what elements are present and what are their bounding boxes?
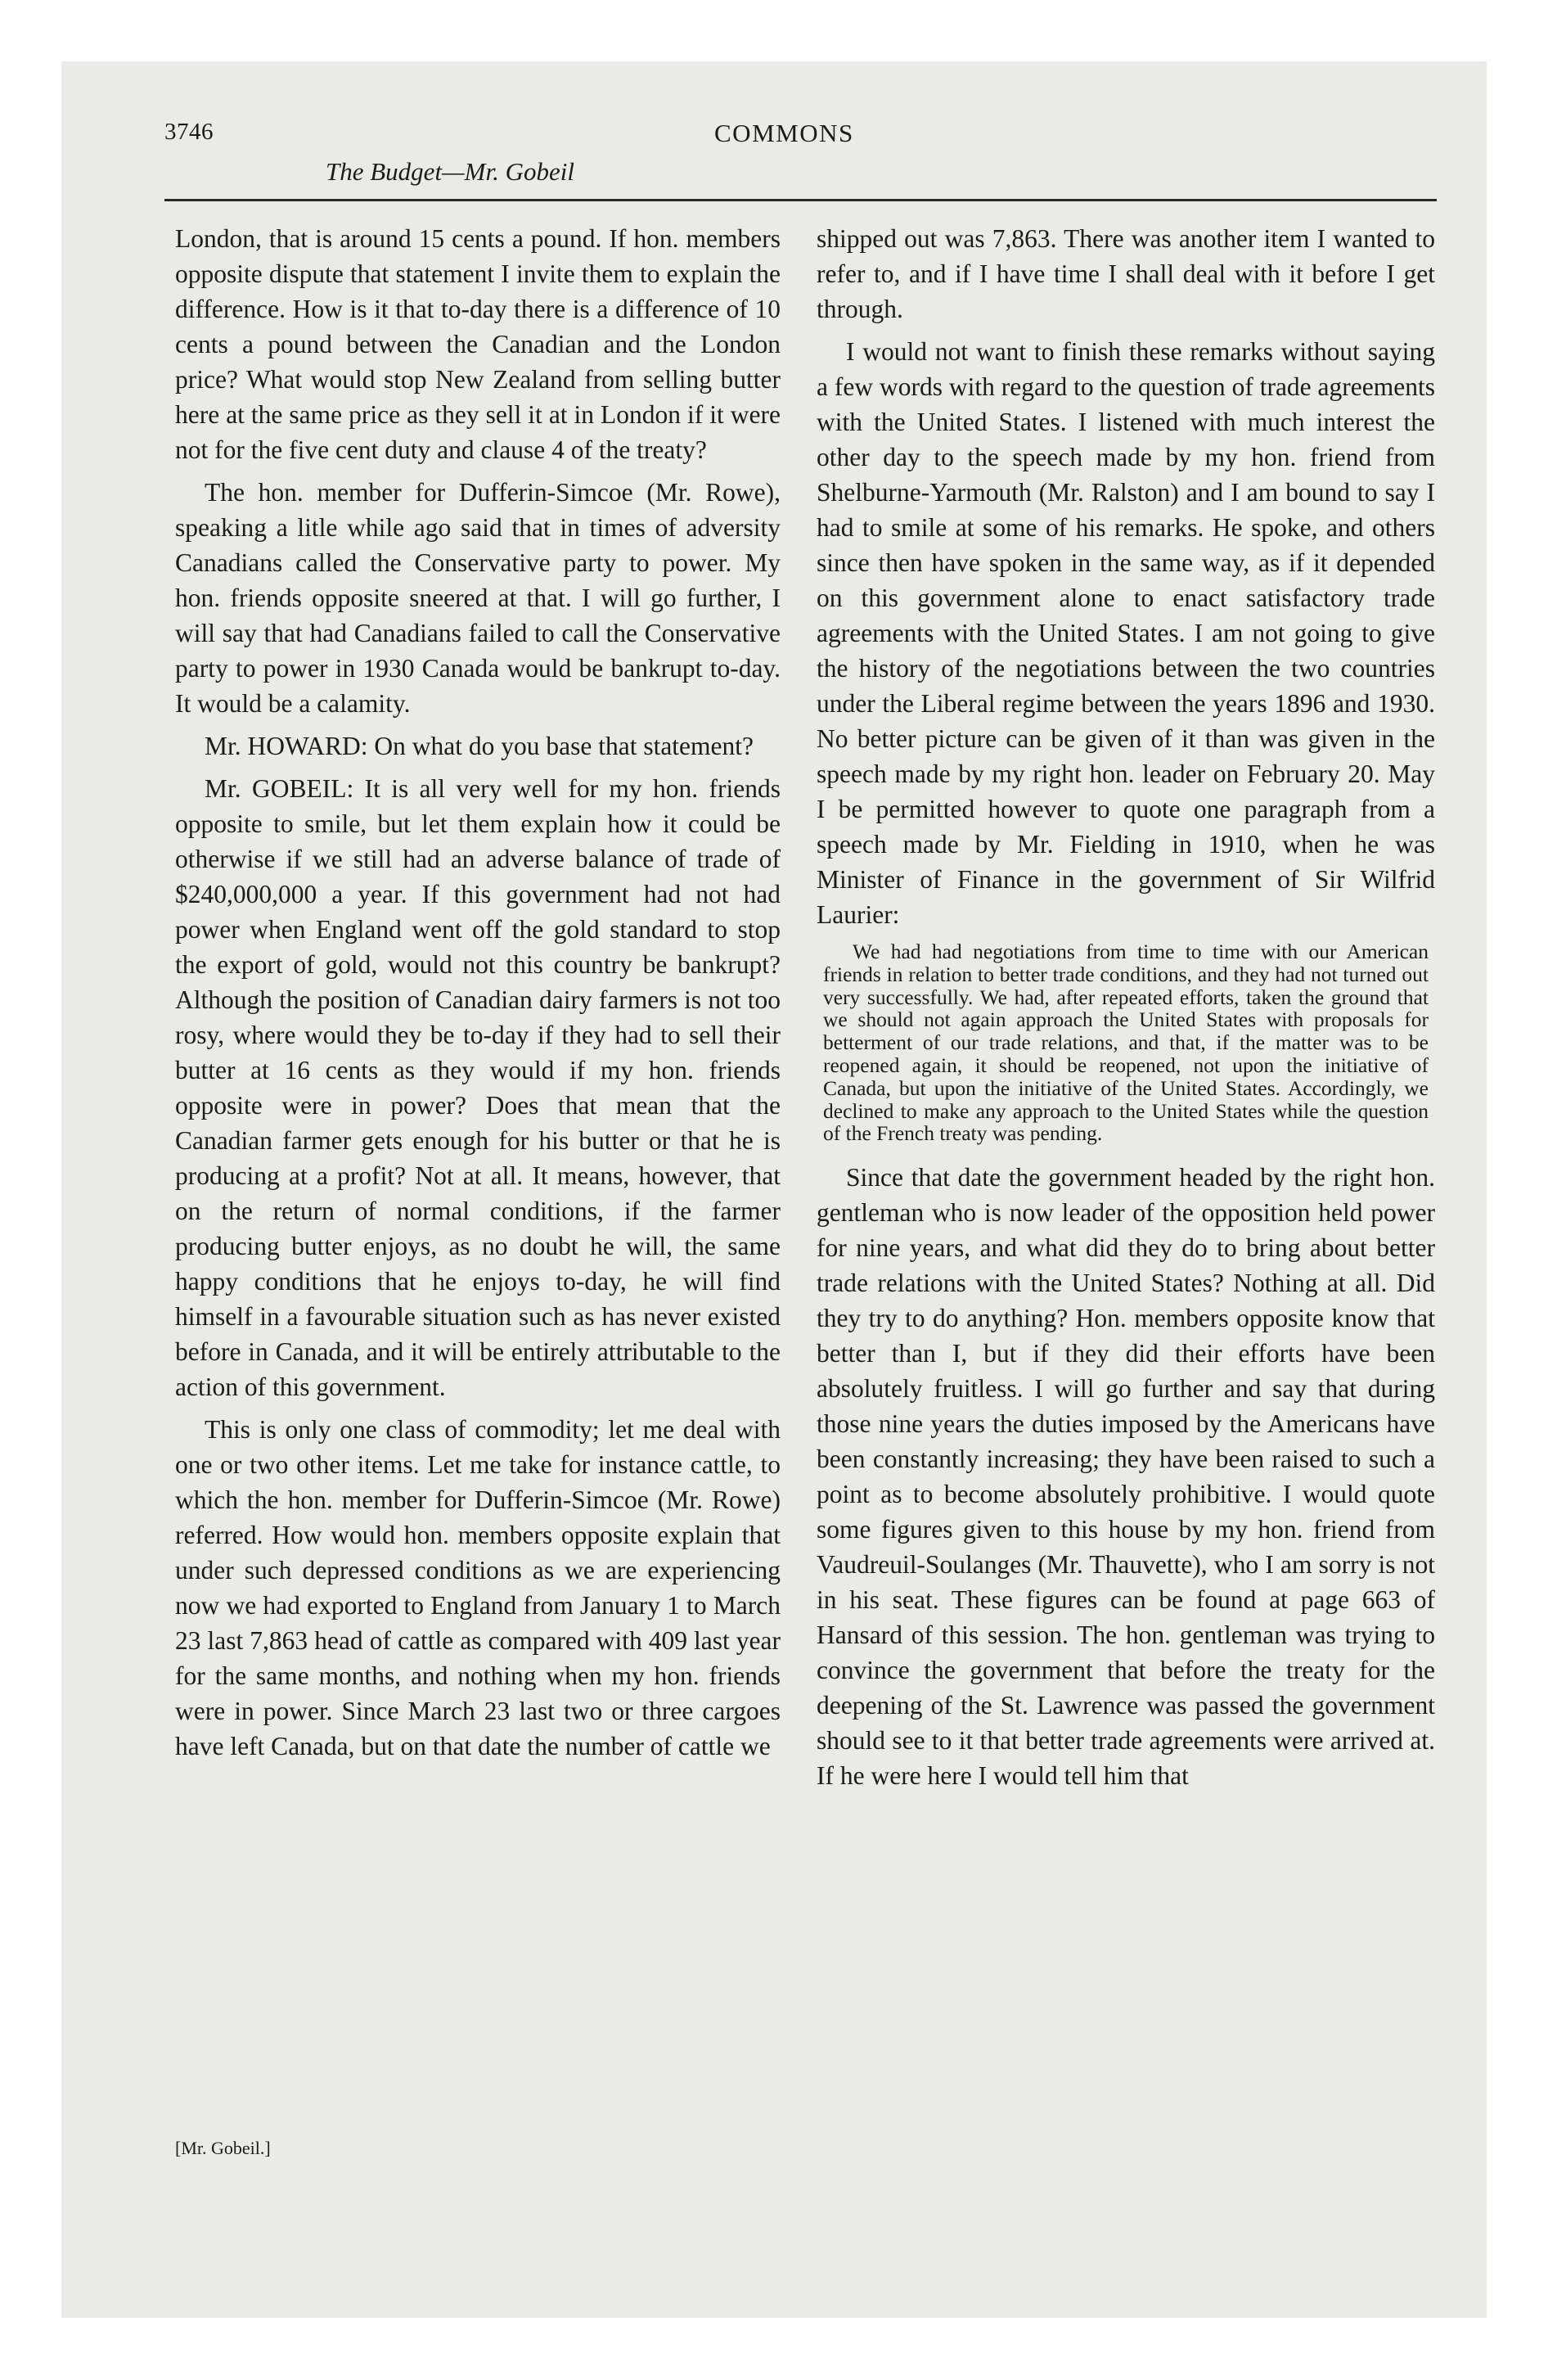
running-head: The Budget—Mr. Gobeil bbox=[326, 157, 574, 186]
section-title: COMMONS bbox=[714, 119, 854, 147]
paragraph: shipped out was 7,863. There was another item I wanted to refer to, and if I have time I shall deal with it before I get through. bbox=[817, 224, 1435, 323]
paragraph: London, that is around 15 cents a pound. If hon. members opposite dispute that statement I invite them to explain the difference. How is it that to-day there is a difference of 10 cents a pound between the Canadian and the London price? What would stop New Zealand from selling butter here at the same price as they sell it at in London if it were not for the five cent duty and clause 4 of the treaty? bbox=[175, 224, 781, 464]
header-rule bbox=[164, 199, 1437, 201]
speaker-tag: [Mr. Gobeil.] bbox=[175, 2138, 271, 2158]
paragraph: The hon. member for Dufferin-Simcoe (Mr. Rowe), speaking a litle while ago said that in times of adversity Canadians called the Conservative party to power. My hon. friends opposite sneered at that. I will go further, I will say that had Canadians failed to call the Conservative party to power in 1930 Canada would be bankrupt to-day. It would be a calamity. bbox=[175, 478, 781, 718]
paragraph: Mr. HOWARD: On what do you base that statement? bbox=[205, 732, 754, 760]
page-number: 3746 bbox=[164, 119, 214, 145]
paragraph: Mr. GOBEIL: It is all very well for my hon. friends opposite to smile, but let them explain how it could be otherwise if we still had an adverse balance of trade of $240,000,000 a year. If this government had not had power when England went off the gold standard to stop the export of gold, would not this country be bankrupt? Although the position of Canadian dairy farmers is not too rosy, where would they be to-day if they had to sell their butter at 16 cents as they would if my hon. friends opposite were in power? Does that mean that the Canadian farmer gets enough for his butter or that he is producing at a profit? Not at all. It means, however, that on the return of normal conditions, if the farmer producing butter enjoys, as no doubt he will, the same happy conditions that he enjoys to-day, he will find himself in a favourable situation such as has never existed before in Canada, and it will be entirely attributable to the action of this government. bbox=[175, 774, 781, 1401]
paragraph: This is only one class of commodity; let me deal with one or two other items. Let me take for instance cattle, to which the hon. member for Dufferin-Simcoe (Mr. Rowe) referred. How would hon. members opposite explain that under such depressed conditions as we are experiencing now we had exported to England from January 1 to March 23 last 7,863 head of cattle as compared with 409 last year for the same months, and nothing when my hon. friends were in power. Since March 23 last two or three cargoes have left Canada, but on that date the number of cattle we bbox=[175, 1415, 781, 1760]
right-column bbox=[817, 221, 1435, 1801]
fielding-quotation: We had had negotiations from time to time with our American friends in relation to better trade conditions, and they had not turned out very successfully. We had, after repeated efforts, taken the ground that we should not again approach the United States with proposals for betterment of our trade relations, and that, if the matter was to be reopened again, it should be reopened, not upon the initiative of Canada, but upon the initiative of the United States. Accordingly, we declined to make any approach to the United States while the question of the French treaty was pending. bbox=[823, 940, 1429, 1146]
left-column bbox=[175, 221, 781, 1771]
paragraph: Since that date the government headed by the right hon. gentleman who is now leader of the opposition held power for nine years, and what did they do to bring about better trade relations with the United States? Nothing at all. Did they try to do anything? Hon. members opposite know that better than I, but if they did their efforts have been absolutely fruitless. I will go further and say that during those nine years the duties imposed by the Americans have been constantly increasing; they have been raised to such a point as to become absolutely prohibitive. I would quote some figures given to this house by my hon. friend from Vaudreuil-Soulanges (Mr. Thauvette), who I am sorry is not in his seat. These figures can be found at page 663 of Hansard of this session. The hon. gentleman was trying to convince the government that before the treaty for the deepening of the St. Lawrence was passed the government should see to it that better trade agreements were arrived at. If he were here I would tell him that bbox=[817, 1163, 1435, 1791]
paragraph: I would not want to finish these remarks without saying a few words with regard to the question of trade agreements with the United States. I listened with much interest the other day to the speech made by my hon. friend from Shelburne-Yarmouth (Mr. Ralston) and I am bound to say I had to smile at some of his remarks. He spoke, and others since then have spoken in the same way, as if it depended on this government alone to enact satisfactory trade agreements with the United States. I am not going to give the history of the negotiations between the two countries under the Liberal regime between the years 1896 and 1930. No better picture can be given of it than was given in the speech made by my right hon. leader on February 20. May I be permitted however to quote one paragraph from a speech made by Mr. Fielding in 1910, when he was Minister of Finance in the government of Sir Wilfrid Laurier: bbox=[817, 337, 1435, 929]
